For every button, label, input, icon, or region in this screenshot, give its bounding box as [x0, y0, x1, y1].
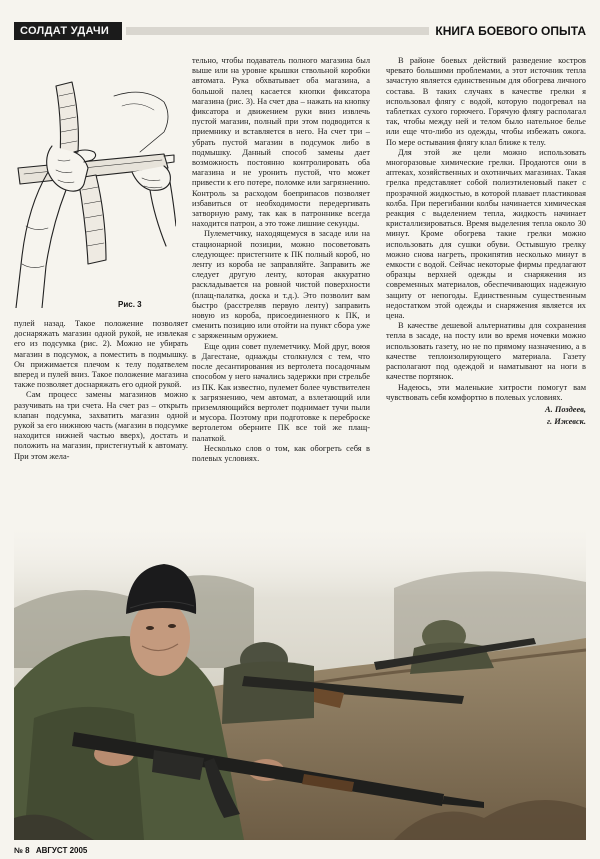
magazine-logo: СОЛДАТ УДАЧИ: [14, 22, 122, 40]
col3-paragraph-3: В качестве дешевой альтернативы для сохранения тепла в засаде, на посту или во время ночевки можно использовать газету, но не по прямому назначению, а в качестве теплоизолирующего материала. Газету располагают под одеждой и наматывают на ноги в качестве портянок.: [386, 321, 586, 382]
photo-soldiers-in-trench: [14, 518, 586, 840]
col3-paragraph-1: В районе боевых действий разведение костров чревато большими проблемами, а этот источник тепла зачастую является единственным для обогрева личного состава. В таких случаях в качестве грелки я использовал флягу с водой, которую подогревал на таблетках сухого горючего. Горячую флягу располагал так, чтобы между ней и телом было нательное белье или еще что-либо из одежды, чтобы избежать ожога. По мере остывания флягу клал ближе к телу.: [386, 56, 586, 147]
col3-paragraph-2: Для этой же цели можно использовать многоразовые химические грелки. Продаются они в аптеках, хозяйственных и охотничьих магазинах. Такая грелка представляет собой полиэтиленовый пакет с прозрачной жидкостью, в которой плавает пластиковая колба. При перегибании колбы начинается химическая реакция с выделением тепла, жидкость начинает кристаллизироваться. Время выделения тепла около 30 минут. Кроме обогрева такие грелки можно использовать для сушки обуви. Остывшую грелку можно снова нагреть, прокипятив несколько минут в емкости с водой. Сейчас некоторые фирмы предлагают образцы верхней одежды и снаряжения из современных материалов, обеспечивающих надежную защиту от непогоды. Единственным существенным недостатком этой одежды и снаряжения является их цена.: [386, 147, 586, 321]
issue-date: АВГУСТ 2005: [35, 846, 88, 855]
author-city: г. Ижевск.: [547, 417, 586, 427]
figure-caption: Рис. 3: [118, 300, 142, 309]
illustration-drawing: [14, 56, 176, 308]
text-column-2: [192, 56, 370, 464]
illustration-magazine-change: [14, 56, 176, 308]
photo-drawing: [14, 518, 586, 840]
author-name: А. Поздеев,: [545, 404, 586, 414]
page-header: [0, 0, 600, 42]
text-column-1: [14, 319, 188, 462]
page-footer: [14, 846, 87, 855]
col2-paragraph-2: Пулеметчику, находящемуся в засаде или на стационарной позиции, можно посоветовать следующее: пристегните к ПК полный короб, но ленту из короба не заправляйте. Заправить же следует другую ленту, которая аккуратно раскладывается на ровной чистой поверхности (плащ-палатка, доска и т.д.). Это позволит вам быстро (расстреляв первую ленту) заправить новую из короба, присоединенного к ПК, и сменить позицию или отойти на пункт сбора уже с заряженным оружием.: [192, 229, 370, 341]
text-column-3: [386, 56, 586, 427]
col2-paragraph-4: Несколько слов о том, как обогреть себя в полевых условиях.: [192, 443, 370, 463]
col2-paragraph-1: тельно, чтобы подаватель полного магазина был выше или на уровне крышки ствольной коробки автомата. Рука обхватывает оба магазина, а большой палец касается кнопки фиксатора магазина (рис. 3). На счет два – нажать на кнопку фиксатора и движением руки вниз извлечь пустой магазин, полный при этом подводится к приемнику и вставляется в него. На счет три – убрать пустой магазин в подсумок либо в подмышку. Данный способ замены дает возможность постоянно контролировать оба магазина и не уронить пустой, что может привести к его потере, поломке или загрязнению. Контроль за расходом боеприпасов позволяет избавиться от необходимости передергивать затворную раму, так как в патроннике всегда находится патрон, а это тоже лишние секунды.: [192, 56, 370, 229]
col2-paragraph-3: Еще один совет пулеметчику. Мой друг, воюя в Дагестане, однажды столкнулся с тем, что после десантирования из вертолета посадочным способом у него начались задержки при стрельбе из ПК. Как известно, пулемет более чувствителен к загрязнению, чем автомат, а взлетающий или приземляющийся вертолет поднимает тучи пыли и мусора. Поэтому при подготовке к переброске вертолетом оберните ПК все той же плащ-палаткой.: [192, 341, 370, 443]
issue-number: № 8: [14, 846, 30, 855]
col3-paragraph-4: Надеюсь, эти маленькие хитрости помогут вам чувствовать себя комфортно в полевых условиях.: [386, 382, 586, 402]
col1-paragraph-2: Сам процесс замены магазинов можно разучивать на три счета. На счет раз – открыть клапан подсумка, захватить магазин одной рукой за его нижнюю часть (магазин в подсумке находится нижней частью вверх), достать и положить на магазин, пристегнутый к автомату. При этом жела-: [14, 390, 188, 461]
section-title: КНИГА БОЕВОГО ОПЫТА: [429, 22, 586, 40]
col1-paragraph-1: пулей назад. Такое положение позволяет доснаряжать магазин одной рукой, не извлекая его из подсумка (рис. 2). Можно не убирать магазин в подсумок, а поместить в подмышку. Он прижимается плечом к телу податвелем вперед и пулей вниз. Такое положение магазина также позволяет доснаряжать его одной рукой.: [14, 319, 188, 390]
